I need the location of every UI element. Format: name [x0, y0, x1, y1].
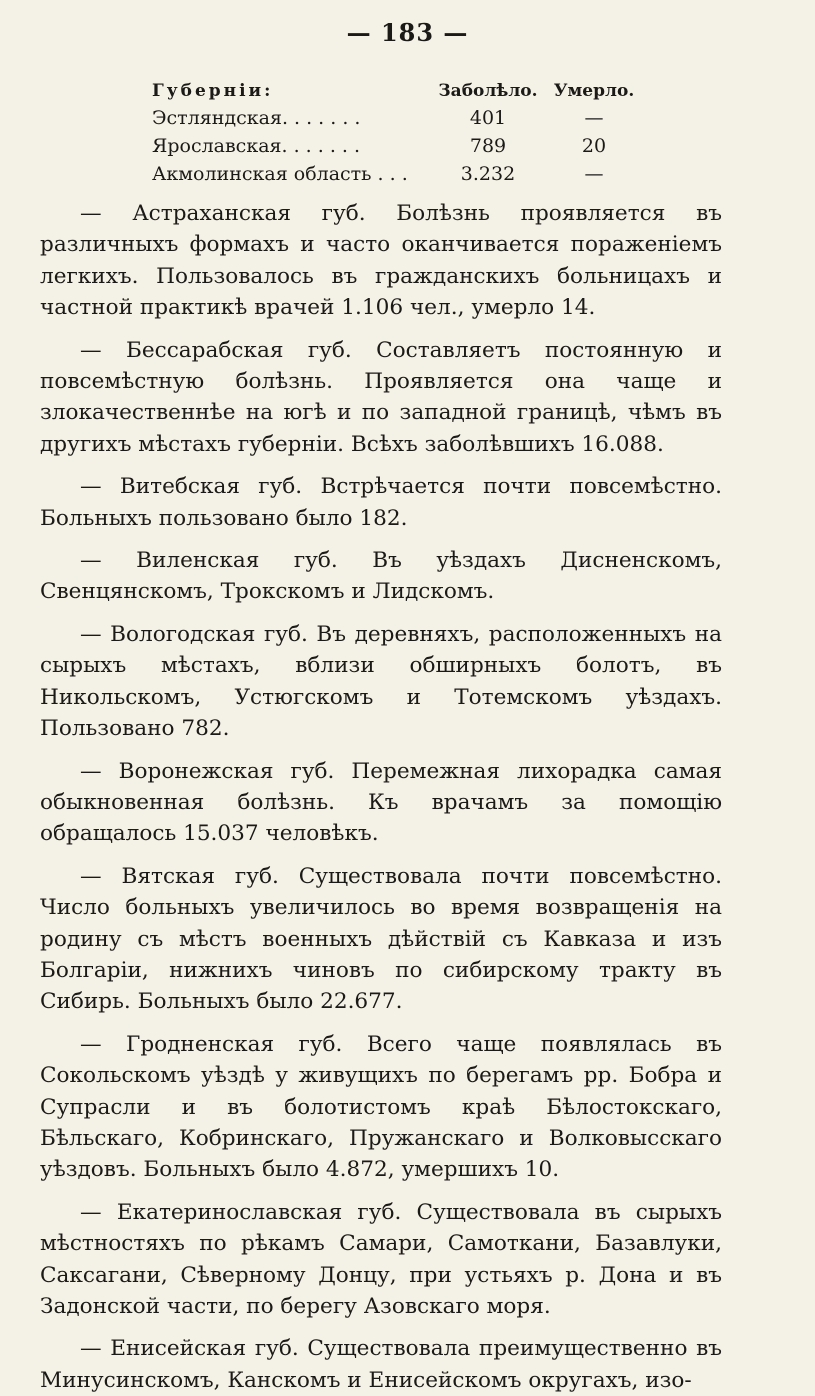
table-header-row	[152, 78, 652, 104]
table-row	[152, 104, 652, 132]
header-province: Губерніи:	[152, 81, 274, 101]
paragraph-vilna: — Виленская губ. Въ уѣздахъ Дисненскомъ, Свенцянскомъ, Трокскомъ и Лидскомъ.	[40, 548, 722, 605]
row-sick: 3.232	[460, 163, 516, 185]
row-province: Акмолинская область . . .	[152, 163, 408, 185]
statistics-table	[152, 78, 652, 188]
header-sick: Заболѣло.	[438, 81, 538, 101]
row-sick: 401	[469, 107, 507, 129]
paragraph-astrakhan: — Астраханская губ. Болѣзнь проявляется въ различныхъ формахъ и часто оканчивается пораженіемъ легкихъ. Пользовалось въ гражданскихъ больницахъ и частной практикѣ врачей 1.106 чел., умерло 14.	[40, 201, 722, 321]
row-dead: —	[584, 107, 604, 129]
paragraph-vyatka: — Вятская губ. Существовала почти повсемѣстно. Число больныхъ увеличилось во время возвращенія на родину съ мѣстъ военныхъ дѣйствій съ Кавказа и изъ Болгаріи, нижнихъ чиновъ по сибирскому тракту въ Сибирь. Больныхъ было 22.677.	[40, 863, 722, 1015]
row-dead: 20	[581, 135, 607, 157]
body-text	[40, 198, 722, 1396]
paragraph-vitebsk: — Витебская губ. Встрѣчается почти повсемѣстно. Больныхъ пользовано было 182.	[40, 474, 722, 531]
paragraph-grodno: — Гродненская губ. Всего чаще появлялась въ Сокольскомъ уѣздѣ у живущихъ по берегамъ рр. Бобра и Супрасли и въ болотистомъ краѣ Бѣлостокскаго, Бѣльскаго, Кобринскаго, Пружанскаго и Волковысскаго уѣздовъ. Больныхъ было 4.872, умершихъ 10.	[40, 1031, 722, 1183]
row-dead: —	[584, 163, 604, 185]
paragraph-yenisei: — Енисейская губ. Существовала преимущественно въ Минусинскомъ, Канскомъ и Енисейскомъ округахъ, изо-	[40, 1336, 722, 1393]
row-sick: 789	[469, 135, 507, 157]
header-dead: Умерло.	[553, 81, 635, 101]
paragraph-bessarabia: — Бессарабская губ. Составляетъ постоянную и повсемѣстную болѣзнь. Проявляется она чаще и злокачественнѣе на югѣ и по западной границѣ, чѣмъ въ другихъ мѣстахъ губерніи. Всѣхъ заболѣвшихъ 16.088.	[40, 337, 722, 457]
paragraph-ekaterinoslav: — Екатеринославская губ. Существовала въ сырыхъ мѣстностяхъ по рѣкамъ Самари, Самоткани, Базавлуки, Саксагани, Сѣверному Донцу, при устьяхъ р. Дона и въ Задонской части, по берегу Азовскаго моря.	[40, 1199, 722, 1319]
table-row	[152, 160, 652, 188]
paragraph-vologda: — Вологодская губ. Въ деревняхъ, расположенныхъ на сырыхъ мѣстахъ, вблизи обширныхъ болотъ, въ Никольскомъ, Устюгскомъ и Тотемскомъ уѣздахъ. Пользовано 782.	[40, 621, 722, 742]
page-number: — 183 —	[346, 18, 469, 47]
paragraph-voronezh: — Воронежская губ. Перемежная лихорадка самая обыкновенная болѣзнь. Къ врачамъ за помощію обращалось 15.037 человѣкъ.	[40, 758, 722, 847]
table-row	[152, 132, 652, 160]
row-province: Эстляндская. . . . . . .	[152, 107, 361, 129]
row-province: Ярославская. . . . . . .	[152, 135, 361, 157]
